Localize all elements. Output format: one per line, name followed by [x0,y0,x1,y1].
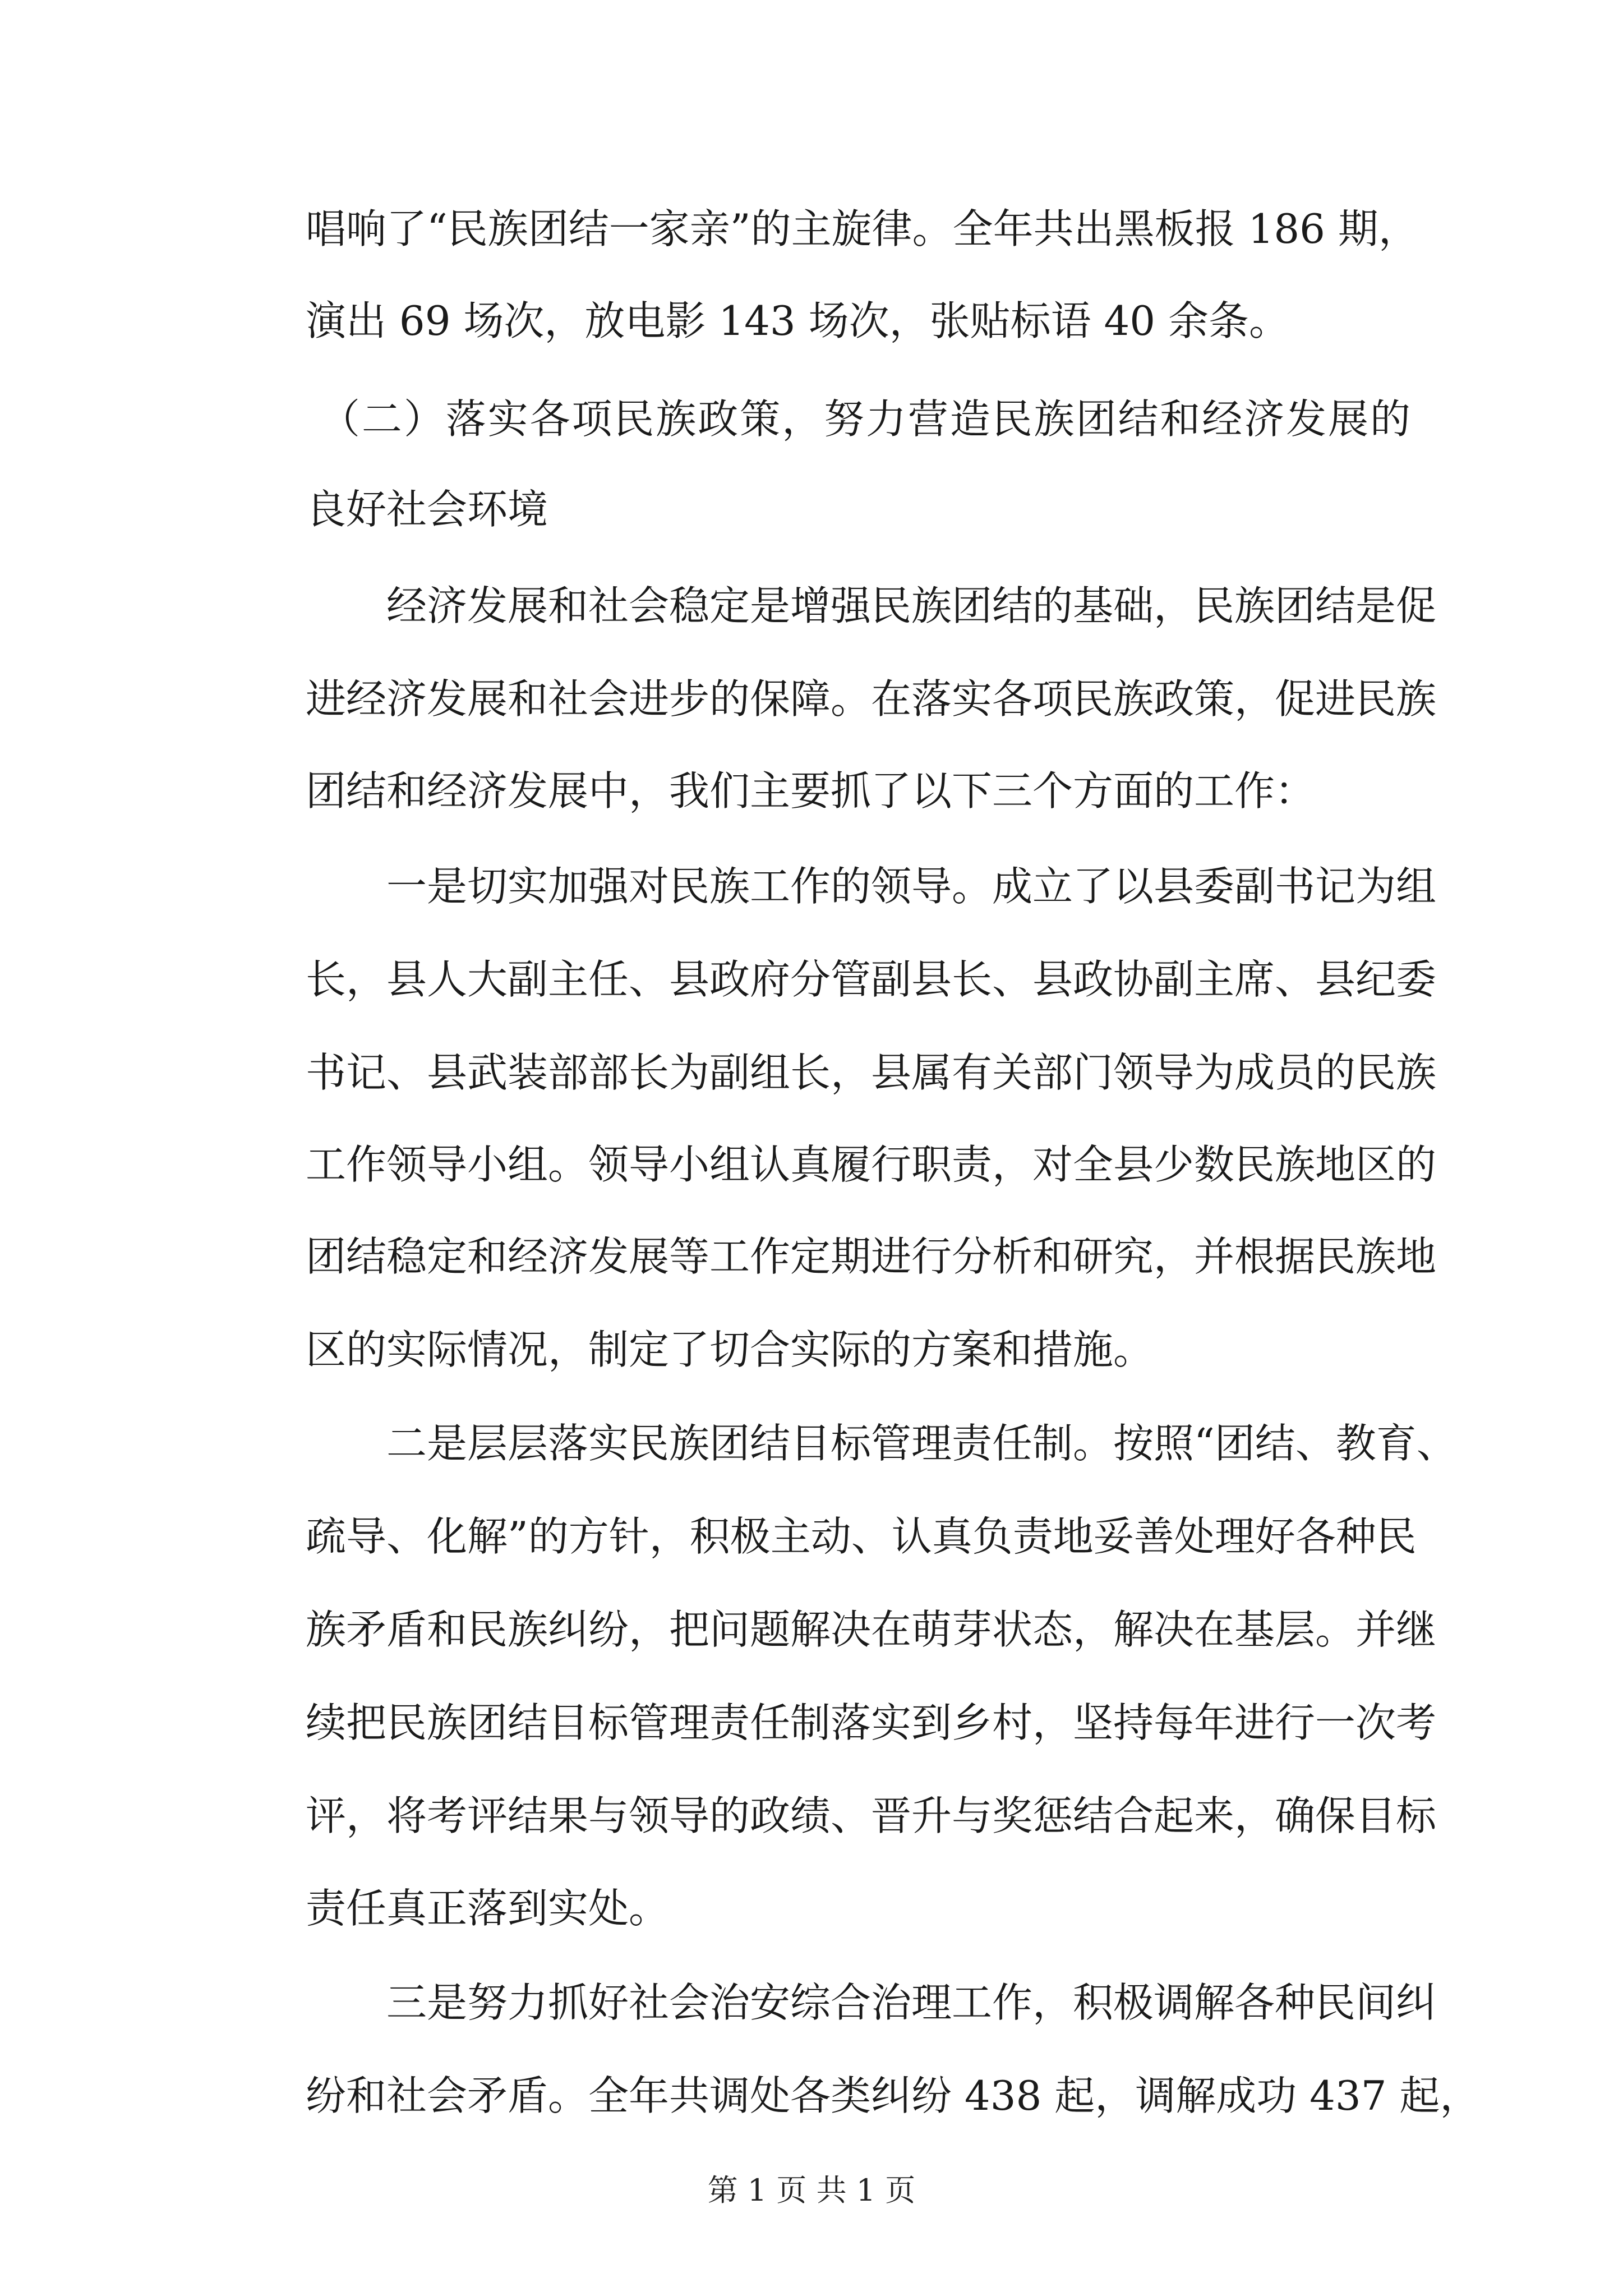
paragraph-1-line-2: 进经济发展和社会进步的保障。在落实各项民族政策，促进民族 [306,675,1437,723]
page-footer: 第 1 页 共 1 页 [707,2173,916,2208]
paragraph-4-line-2: 纷和社会矛盾。全年共调处各类纠纷 438 起，调解成功 437 起， [306,2072,1481,2119]
text-line-2: 演出 69 场次，放电影 143 场次，张贴标语 40 余条。 [306,297,1289,344]
paragraph-3-line-1: 二是层层落实民族团结目标管理责任制。按照“团结、教育、 [386,1420,1457,1467]
section-heading-line-1: （二）落实各项民族政策，努力营造民族团结和经济发展的 [320,395,1410,443]
paragraph-3-line-3: 族矛盾和民族纠纷，把问题解决在萌芽状态，解决在基层。并继 [306,1606,1437,1653]
section-heading-line-2: 良好社会环境 [306,486,548,533]
paragraph-2-line-5: 团结稳定和经济发展等工作定期进行分析和研究，并根据民族地 [306,1233,1437,1280]
paragraph-2-line-2: 长，县人大副主任、县政府分管副县长、县政协副主席、县纪委 [306,956,1437,1003]
paragraph-3-line-5: 评，将考评结果与领导的政绩、晋升与奖惩结合起来，确保目标 [306,1792,1437,1839]
paragraph-1-line-3: 团结和经济发展中，我们主要抓了以下三个方面的工作： [306,767,1316,815]
paragraph-2-line-1: 一是切实加强对民族工作的领导。成立了以县委副书记为组 [386,863,1437,910]
paragraph-3-line-2: 疏导、化解”的方针，积极主动、认真负责地妥善处理好各种民 [306,1513,1417,1560]
paragraph-2-line-3: 书记、县武装部部长为副组长，县属有关部门领导为成员的民族 [306,1049,1437,1096]
paragraph-2-line-4: 工作领导小组。领导小组认真履行职责，对全县少数民族地区的 [306,1141,1437,1188]
paragraph-2-line-6: 区的实际情况，制定了切合实际的方案和措施。 [306,1326,1154,1373]
paragraph-1-line-1: 经济发展和社会稳定是增强民族团结的基础，民族团结是促 [386,582,1437,629]
paragraph-3-line-6: 责任真正落到实处。 [306,1885,670,1932]
paragraph-3-line-4: 续把民族团结目标管理责任制落实到乡村，坚持每年进行一次考 [306,1699,1437,1746]
text-line-1: 唱响了“民族团结一家亲”的主旋律。全年共出黑板报 186 期， [306,205,1419,252]
paragraph-4-line-1: 三是努力抓好社会治安综合治理工作，积极调解各种民间纠 [386,1979,1437,2026]
